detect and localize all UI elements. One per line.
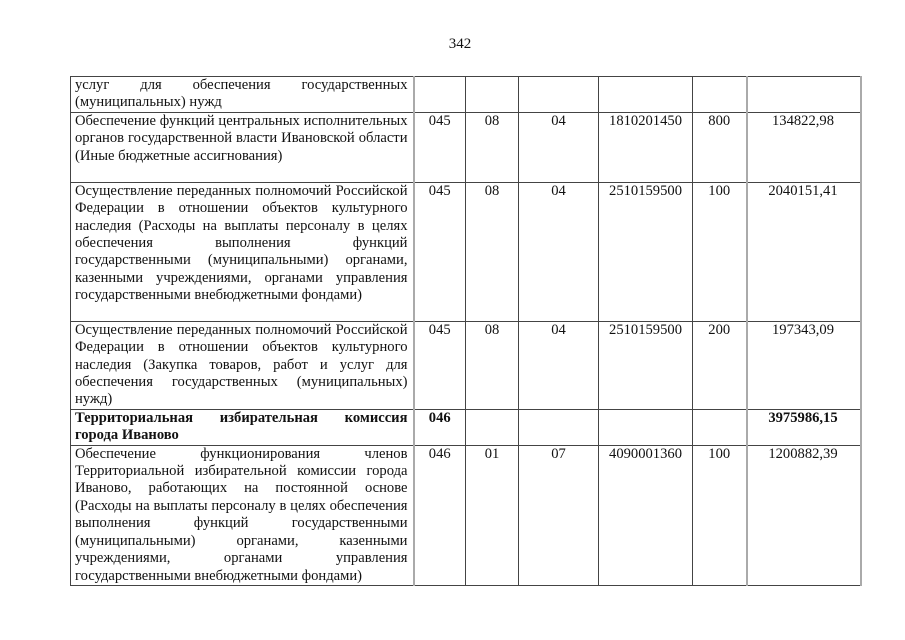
expense-type-code: 100 (693, 445, 747, 585)
section-code (466, 77, 519, 113)
ministry-code: 045 (414, 321, 466, 409)
subsection-code: 04 (519, 112, 599, 182)
table-row (71, 77, 861, 113)
target-article-code: 2510159500 (599, 182, 693, 321)
row-description: Осуществление переданных полномочий Российской Федерации в отношении объектов культурного наследия (Расходы на выплаты персоналу в целях обеспечения выполнения функций государственными (муниципальными) органами, казенными учреждениями, органами управления государственными внебюджетными фондами) (71, 182, 414, 321)
ministry-code: 046 (414, 409, 466, 445)
amount: 197343,09 (747, 321, 861, 409)
amount: 134822,98 (747, 112, 861, 182)
target-article-code (599, 409, 693, 445)
expense-type-code (693, 409, 747, 445)
row-description: Осуществление переданных полномочий Российской Федерации в отношении объектов культурного наследия (Закупка товаров, работ и услуг для обеспечения государственных (муниципальных) нужд) (71, 321, 414, 409)
budget-table (70, 76, 862, 586)
section-code: 08 (466, 182, 519, 321)
section-code: 01 (466, 445, 519, 585)
row-description: Обеспечение функционирования членов Территориальной избирательной комиссии города Иваново, работающих на постоянной основе (Расходы на выплаты персоналу в целях обеспечения выполнения функций государственными (муниципальными) органами, казенными учреждениями, органами управления государственными внебюджетными фондами) (71, 445, 414, 585)
target-article-code: 1810201450 (599, 112, 693, 182)
amount (747, 77, 861, 113)
row-description: Территориальная избирательная комиссия города Иваново (71, 409, 414, 445)
expense-type-code: 200 (693, 321, 747, 409)
section-code: 08 (466, 112, 519, 182)
row-description: услуг для обеспечения государственных (муниципальных) нужд (71, 77, 414, 113)
row-description: Обеспечение функций центральных исполнительных органов государственной власти Ивановской области (Иные бюджетные ассигнования) (71, 112, 414, 182)
table-row (71, 321, 861, 409)
subsection-code: 07 (519, 445, 599, 585)
amount: 1200882,39 (747, 445, 861, 585)
target-article-code: 2510159500 (599, 321, 693, 409)
table-row (71, 112, 861, 182)
page-number: 342 (448, 36, 472, 52)
subsection-code (519, 409, 599, 445)
ministry-code: 045 (414, 182, 466, 321)
amount: 2040151,41 (747, 182, 861, 321)
subsection-code (519, 77, 599, 113)
table-row (71, 182, 861, 321)
ministry-code (414, 77, 466, 113)
section-code (466, 409, 519, 445)
subsection-code: 04 (519, 321, 599, 409)
ministry-code: 046 (414, 445, 466, 585)
table-row (71, 445, 861, 585)
expense-type-code: 800 (693, 112, 747, 182)
expense-type-code (693, 77, 747, 113)
subsection-code: 04 (519, 182, 599, 321)
ministry-code: 045 (414, 112, 466, 182)
target-article-code: 4090001360 (599, 445, 693, 585)
expense-type-code: 100 (693, 182, 747, 321)
section-code: 08 (466, 321, 519, 409)
table-row (71, 409, 861, 445)
amount: 3975986,15 (747, 409, 861, 445)
target-article-code (599, 77, 693, 113)
